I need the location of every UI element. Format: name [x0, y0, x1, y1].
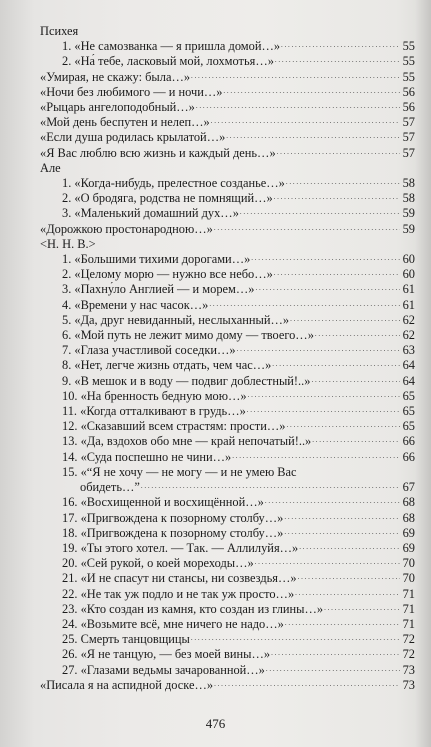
- toc-entry-title: 27. «Глазами ведьмы зачарованной…»: [62, 662, 265, 677]
- toc-entry-page: 69: [402, 540, 415, 555]
- toc-entry-page: 55: [402, 39, 415, 54]
- toc-entry: [40, 222, 415, 237]
- toc-entry-page: 67: [402, 480, 415, 495]
- dot-leader: [255, 559, 400, 571]
- toc-entry-title: 13. «Да, вздохов обо мне — край непочатый!..»: [62, 434, 312, 449]
- dot-leader: [232, 453, 400, 465]
- toc-entry: [40, 450, 415, 465]
- toc-entry: [40, 511, 415, 526]
- toc-entry-page: 57: [402, 115, 415, 130]
- dot-leader: [274, 194, 400, 206]
- toc-entry-title: 2. «На́ тебе, ласковый мой, лохмотья…»: [62, 54, 274, 69]
- dot-leader: [251, 255, 400, 267]
- toc-entry-page: 64: [402, 373, 415, 388]
- toc-entry-title: 17. «Пригвождена к позорному столбу…»: [62, 510, 284, 525]
- toc-entry: [40, 663, 415, 678]
- dot-leader: [275, 57, 400, 69]
- dot-leader: [295, 589, 400, 601]
- dot-leader: [196, 103, 400, 115]
- toc-entry-page: 57: [402, 145, 415, 160]
- dot-leader: [281, 42, 400, 54]
- toc-entry: [40, 176, 415, 191]
- dot-leader: [191, 72, 400, 84]
- toc-entry: [40, 282, 415, 297]
- toc-entry-page: 69: [402, 525, 415, 540]
- toc-entry-title: «Я Вас люблю всю жизнь и каждый день…»: [40, 145, 276, 160]
- toc-entry-page: 65: [402, 388, 415, 403]
- toc-entry: [40, 328, 415, 343]
- toc-entry-title: 11. «Когда отталкивают в грудь…»: [62, 404, 246, 419]
- toc-entry: [40, 571, 415, 586]
- toc-entry: [40, 602, 415, 617]
- toc-entry: [40, 434, 415, 449]
- toc-entry-title: 16. «Восхищенной и восхищённой…»: [62, 495, 264, 510]
- toc-entry-title: 7. «Глаза участливой соседки…»: [62, 343, 236, 358]
- toc-entry-page: 72: [402, 647, 415, 662]
- toc-section-heading: [40, 24, 415, 39]
- dot-leader: [312, 437, 400, 449]
- toc-entry: [40, 678, 415, 693]
- toc-entry: [40, 146, 415, 161]
- toc-entry-title: 24. «Возьмите всё, мне ничего не надо…»: [62, 616, 284, 631]
- toc-entry: [40, 617, 415, 632]
- toc-entry-page: 71: [402, 586, 415, 601]
- toc-entry-page: 59: [402, 206, 415, 221]
- toc-entry-title: 12. «Сказавший всем страстям: прости…»: [62, 419, 286, 434]
- dot-leader: [272, 361, 400, 373]
- toc-entry: [40, 647, 415, 662]
- dot-leader: [247, 407, 400, 419]
- toc-entry: [40, 587, 415, 602]
- toc-entry-title: 3. «Пахну́ло Англией — и морем…»: [62, 282, 255, 297]
- toc-entry-page: 55: [402, 69, 415, 84]
- toc-entry: [40, 343, 415, 358]
- toc-entry: [40, 358, 415, 373]
- dot-leader: [209, 300, 400, 312]
- dot-leader: [271, 650, 400, 662]
- toc-section-heading: [40, 465, 415, 480]
- toc-entry-page: 71: [402, 601, 415, 616]
- dot-leader: [237, 346, 400, 358]
- toc-entry-title: «Дорожкою простонародною…»: [40, 221, 213, 236]
- toc-entry-title: 25. Смерть танцовщицы: [62, 632, 190, 647]
- toc-entry-title: 22. «Не так уж подло и не так уж просто…»: [62, 586, 295, 601]
- toc-entry-title: 2. «О бродяга, родства не помнящий…»: [62, 191, 273, 206]
- toc-entry-title: 18. «Пригвождена к позорному столбу…»: [62, 525, 284, 540]
- toc-section-heading: [40, 237, 415, 252]
- toc-entry-title: «Если душа родилась крылатой…»: [40, 130, 226, 145]
- toc-entry-title: 19. «Ты этого хотел. — Так. — Аллилуйя…»: [62, 540, 299, 555]
- toc-entry: [40, 39, 415, 54]
- toc-entry-page: 66: [402, 434, 415, 449]
- dot-leader: [214, 681, 400, 693]
- toc-entry-page: 62: [402, 328, 415, 343]
- toc-entry-page: 73: [402, 677, 415, 692]
- toc-entry-title: Але: [40, 160, 61, 175]
- dot-leader: [265, 498, 400, 510]
- toc-entry: [40, 389, 415, 404]
- toc-entry: [40, 85, 415, 100]
- toc-entry: [40, 480, 415, 495]
- toc-entry-title: «Ночи без любимого — и ночи…»: [40, 84, 223, 99]
- dot-leader: [298, 574, 400, 586]
- toc-entry-page: 57: [402, 130, 415, 145]
- toc-entry-page: 65: [402, 419, 415, 434]
- toc-entry-page: 59: [402, 221, 415, 236]
- table-of-contents: [40, 24, 415, 693]
- toc-entry: [40, 54, 415, 69]
- toc-entry-page: 64: [402, 358, 415, 373]
- toc-entry-page: 68: [402, 510, 415, 525]
- toc-entry: [40, 313, 415, 328]
- toc-entry-page: 60: [402, 267, 415, 282]
- toc-entry-page: 66: [402, 449, 415, 464]
- dot-leader: [285, 620, 400, 632]
- toc-entry-title: 10. «На бренность бедную мою…»: [62, 388, 247, 403]
- toc-entry: [40, 298, 415, 313]
- toc-entry-title: 1. «Большими тихими дорогами…»: [62, 252, 251, 267]
- toc-entry-title: «Мой день беспутен и нелеп…»: [40, 115, 210, 130]
- toc-section-heading: [40, 161, 415, 176]
- toc-entry-page: 63: [402, 343, 415, 358]
- dot-leader: [299, 544, 400, 556]
- toc-entry-title: 26. «Я не танцую, — без моей вины…»: [62, 647, 271, 662]
- toc-entry: [40, 526, 415, 541]
- dot-leader: [191, 635, 400, 647]
- toc-entry-title: 20. «Сей рукой, о коей мореходы…»: [62, 556, 254, 571]
- toc-entry: [40, 130, 415, 145]
- toc-entry-page: 60: [402, 252, 415, 267]
- dot-leader: [324, 605, 400, 617]
- dot-leader: [255, 285, 400, 297]
- toc-entry-title: 15. «“Я не хочу — не могу — и не умею Вас: [62, 464, 297, 479]
- toc-entry-page: 56: [402, 84, 415, 99]
- dot-leader: [211, 118, 400, 130]
- dot-leader: [315, 331, 400, 343]
- toc-entry: [40, 374, 415, 389]
- toc-entry: [40, 100, 415, 115]
- toc-entry: [40, 206, 415, 221]
- toc-entry-title: 5. «Да, друг невиданный, неслыханный…»: [62, 312, 290, 327]
- toc-entry: [40, 70, 415, 85]
- toc-entry-page: 62: [402, 312, 415, 327]
- toc-entry-title: 14. «Суда поспешно не чини…»: [62, 449, 232, 464]
- dot-leader: [286, 422, 400, 434]
- dot-leader: [284, 513, 400, 525]
- toc-entry-title: «Умирая, не скажу: была…»: [40, 69, 191, 84]
- toc-entry-title: «Рыцарь ангелоподобный…»: [40, 100, 195, 115]
- toc-entry-title: 6. «Мой путь не лежит мимо дому — твоего…»: [62, 328, 314, 343]
- dot-leader: [266, 665, 400, 677]
- toc-entry-page: 58: [402, 176, 415, 191]
- toc-entry: [40, 556, 415, 571]
- toc-entry: [40, 267, 415, 282]
- toc-entry-title: 3. «Маленький домашний дух…»: [62, 206, 239, 221]
- dot-leader: [277, 148, 400, 160]
- dot-leader: [248, 392, 400, 404]
- toc-entry-page: 68: [402, 495, 415, 510]
- dot-leader: [290, 316, 400, 328]
- toc-entry: [40, 115, 415, 130]
- toc-entry: [40, 404, 415, 419]
- toc-entry-title: 1. «Когда-нибудь, прелестное созданье…»: [62, 176, 285, 191]
- toc-entry-title: Психея: [40, 24, 79, 38]
- dot-leader: [226, 133, 400, 145]
- dot-leader: [311, 376, 400, 388]
- toc-entry-page: 61: [402, 297, 415, 312]
- toc-entry-page: 70: [402, 571, 415, 586]
- toc-entry: [40, 252, 415, 267]
- page-number: 476: [205, 716, 226, 731]
- dot-leader: [274, 270, 400, 282]
- toc-entry-page: 65: [402, 404, 415, 419]
- toc-entry-title: 8. «Нет, легче жизнь отдать, чем час…»: [62, 358, 272, 373]
- dot-leader: [240, 209, 400, 221]
- toc-entry-title: «Писала я на аспидной доске…»: [40, 677, 214, 692]
- dot-leader: [223, 88, 400, 100]
- toc-entry: [40, 191, 415, 206]
- toc-entry-page: 56: [402, 100, 415, 115]
- toc-entry-page: 58: [402, 191, 415, 206]
- toc-entry: [40, 419, 415, 434]
- toc-entry-page: 70: [402, 556, 415, 571]
- toc-entry-page: 55: [402, 54, 415, 69]
- dot-leader: [141, 483, 400, 495]
- toc-entry-title: <Н. Н. В.>: [40, 236, 96, 251]
- toc-entry-title: 4. «Времени у нас часок…»: [62, 297, 209, 312]
- toc-entry-title: 9. «В мешок и в воду — подвиг доблестный!..»: [62, 373, 311, 388]
- dot-leader: [214, 224, 400, 236]
- toc-entry: [40, 495, 415, 510]
- toc-entry-page: 71: [402, 616, 415, 631]
- toc-entry-title: 23. «Кто создан из камня, кто создан из глины…»: [62, 601, 324, 616]
- toc-entry-title: 21. «И не спасут ни стансы, ни созвездья…»: [62, 571, 297, 586]
- toc-entry-title: обидеть…”: [80, 480, 140, 495]
- toc-entry: [40, 541, 415, 556]
- toc-entry-page: 72: [402, 632, 415, 647]
- toc-entry: [40, 632, 415, 647]
- dot-leader: [284, 529, 400, 541]
- toc-entry-page: 61: [402, 282, 415, 297]
- toc-entry-page: 73: [402, 662, 415, 677]
- toc-entry-title: 1. «Не самозванка — я пришла домой…»: [62, 39, 281, 54]
- dot-leader: [286, 179, 400, 191]
- toc-entry-title: 2. «Целому морю — нужно все небо…»: [62, 267, 273, 282]
